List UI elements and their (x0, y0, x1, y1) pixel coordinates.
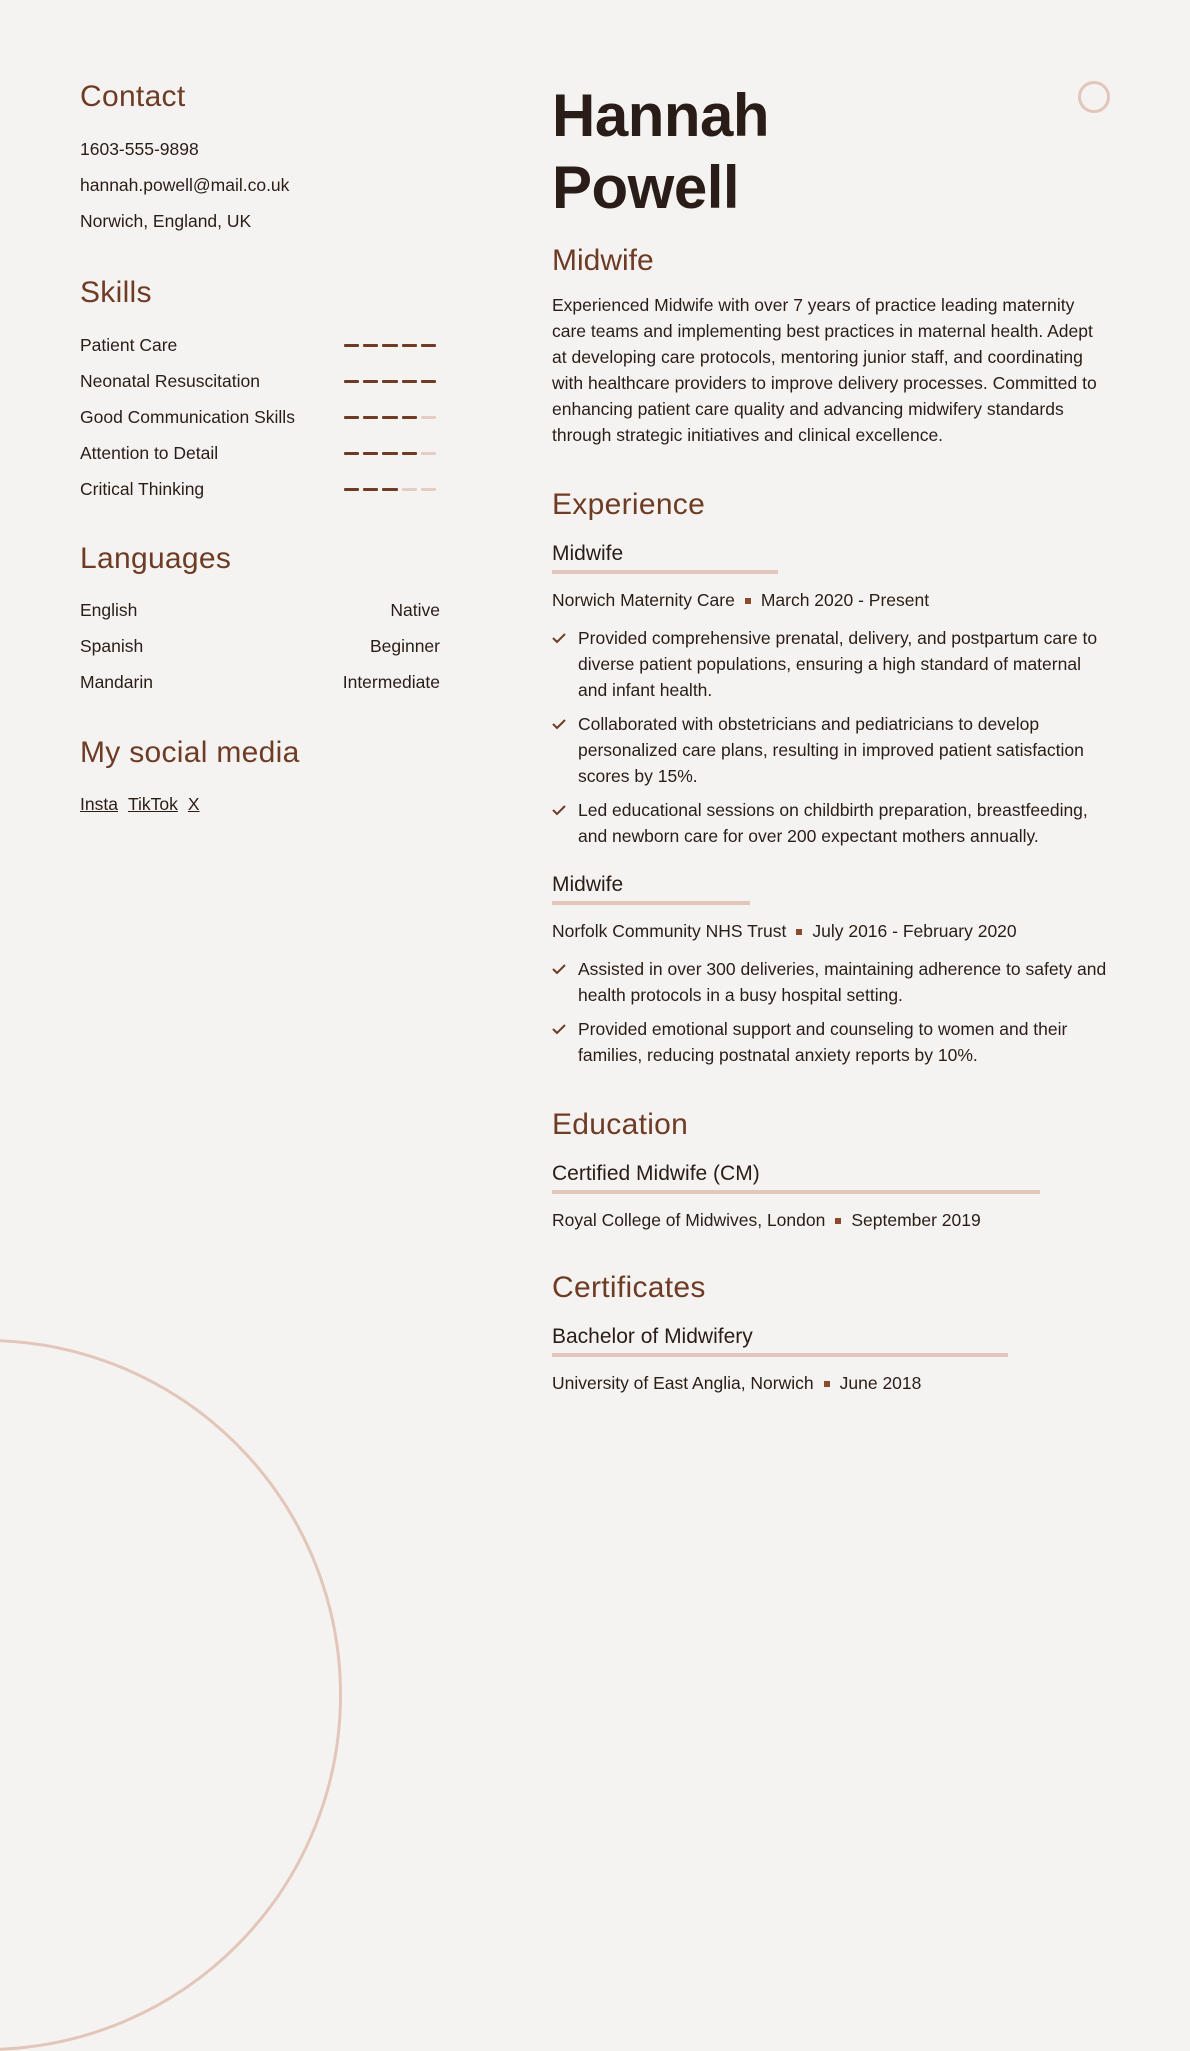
job-title: Midwife (552, 873, 750, 905)
employer: Norwich Maternity Care (552, 590, 735, 610)
skill-level-dash (363, 488, 378, 491)
education-section (552, 1108, 1112, 1231)
skills-heading: Skills (80, 276, 152, 309)
bullet-text: Collaborated with obstetricians and pediatricians to develop personalized care plans, resulting in improved patient satisfaction scores by 15%. (578, 714, 1084, 786)
contact-heading: Contact (80, 80, 186, 113)
education-meta (552, 1210, 1112, 1231)
certificate-school: University of East Anglia, Norwich (552, 1373, 814, 1393)
skill-level-dash (382, 488, 397, 491)
certificate-meta (552, 1373, 1112, 1394)
social-link-tiktok[interactable]: TikTok (127, 794, 178, 814)
decorative-arc (0, 1339, 342, 2051)
check-icon (552, 804, 566, 816)
bullet-text: Assisted in over 300 deliveries, maintaining adherence to safety and health protocols in a busy hospital setting. (578, 959, 1107, 1005)
skill-level-dash (421, 452, 436, 455)
language-row (80, 600, 440, 622)
skill-level-dash (421, 344, 436, 347)
check-icon (552, 1023, 566, 1035)
separator-square (745, 598, 751, 604)
contact-section (80, 80, 440, 232)
skill-level-dash (402, 488, 417, 491)
experience-section (552, 488, 1112, 1068)
skill-name: Neonatal Resuscitation (80, 370, 260, 391)
skill-level-dash (344, 452, 359, 455)
skill-level-dash (382, 344, 397, 347)
skill-level-dash (402, 344, 417, 347)
skill-level-meter (344, 380, 440, 383)
skill-level-dash (363, 416, 378, 419)
separator-square (835, 1218, 841, 1224)
skill-level-dash (382, 452, 397, 455)
language-name: Spanish (80, 636, 144, 656)
separator-square (796, 929, 802, 935)
job-title: Midwife (552, 542, 778, 574)
full-name (552, 80, 1112, 224)
check-icon (552, 963, 566, 975)
summary: Experienced Midwife with over 7 years of practice leading maternity care teams and implementing best practices in maternal health. Adept at developing care protocols, mentoring junior staff, and coordinating with healthcare providers to improve delivery processes. Committed to enhancing patient care quality and advancing midwifery standards through strategic initiatives and clinical excellence. (552, 295, 1097, 445)
social-link-insta[interactable]: Insta (80, 794, 118, 814)
social-link-x[interactable]: X (187, 794, 200, 814)
bullet-item (552, 797, 1112, 849)
check-icon (552, 632, 566, 644)
employer: Norfolk Community NHS Trust (552, 921, 787, 941)
skill-name: Attention to Detail (80, 442, 219, 463)
job-role: Midwife (552, 244, 654, 277)
skill-name: Patient Care (80, 334, 178, 355)
bullet-text: Provided emotional support and counseling to women and their families, reducing postnatal anxiety reports by 10%. (578, 1019, 1068, 1065)
skill-level-meter (344, 452, 440, 455)
skill-level-dash (363, 452, 378, 455)
languages-section (80, 542, 440, 694)
last-name: Powell (552, 154, 740, 221)
languages-heading: Languages (80, 542, 232, 575)
bullet-item (552, 711, 1112, 789)
skill-level-dash (421, 380, 436, 383)
bullet-item (552, 1016, 1112, 1068)
job-dates: July 2016 - February 2020 (812, 921, 1017, 941)
certificates-heading: Certificates (552, 1271, 706, 1304)
education-date: September 2019 (851, 1210, 981, 1230)
skill-level-dash (344, 488, 359, 491)
job-meta (552, 590, 1112, 611)
skill-level-dash (382, 380, 397, 383)
phone: 1603-555-9898 (80, 139, 199, 159)
skill-level-meter (344, 344, 440, 347)
skill-level-dash (421, 488, 436, 491)
left-column (80, 80, 440, 815)
language-row (80, 672, 440, 694)
skill-row (80, 370, 440, 392)
right-column (552, 80, 1112, 1408)
job-entry (552, 873, 1112, 1068)
skill-level-meter (344, 488, 440, 491)
skill-level-dash (363, 344, 378, 347)
language-name: English (80, 600, 138, 620)
education-heading: Education (552, 1108, 689, 1141)
skill-name: Good Communication Skills (80, 406, 295, 427)
separator-square (824, 1381, 830, 1387)
job-entry (552, 542, 1112, 849)
social-section (80, 736, 440, 815)
bullet-list (552, 625, 1112, 849)
skill-level-dash (363, 380, 378, 383)
certificate-title: Bachelor of Midwifery (552, 1325, 1008, 1357)
skill-name: Critical Thinking (80, 478, 205, 499)
skill-level-dash (344, 344, 359, 347)
experience-heading: Experience (552, 488, 706, 521)
job-dates: March 2020 - Present (760, 590, 930, 610)
skill-level-dash (402, 416, 417, 419)
skill-level-dash (421, 416, 436, 419)
social-links (80, 794, 440, 815)
job-meta (552, 921, 1112, 942)
certificate-date: June 2018 (839, 1373, 922, 1393)
language-row (80, 636, 440, 658)
skill-level-dash (402, 380, 417, 383)
check-icon (552, 718, 566, 730)
skill-level-dash (402, 452, 417, 455)
skills-list (80, 334, 440, 500)
bullet-text: Provided comprehensive prenatal, delivery, and postpartum care to diverse patient populations, ensuring a high standard of maternal and infant health. (578, 628, 1098, 700)
skill-row (80, 478, 440, 500)
school: Royal College of Midwives, London (552, 1210, 826, 1230)
first-name: Hannah (552, 82, 770, 149)
skill-row (80, 442, 440, 464)
skill-row (80, 334, 440, 356)
skill-row (80, 406, 440, 428)
bullet-list (552, 956, 1112, 1068)
location: Norwich, England, UK (80, 211, 252, 231)
bullet-item (552, 956, 1112, 1008)
bullet-item (552, 625, 1112, 703)
social-heading: My social media (80, 736, 300, 769)
language-level: Native (390, 600, 440, 620)
skills-section (80, 276, 440, 500)
skill-level-dash (382, 416, 397, 419)
bullet-text: Led educational sessions on childbirth preparation, breastfeeding, and newborn care for over 200 expectant mothers annually. (578, 800, 1088, 846)
certificates-section (552, 1271, 1112, 1394)
email: hannah.powell@mail.co.uk (80, 175, 290, 195)
language-level: Intermediate (342, 672, 440, 692)
language-name: Mandarin (80, 672, 153, 692)
skill-level-dash (344, 416, 359, 419)
skill-level-meter (344, 416, 440, 419)
language-level: Beginner (369, 636, 440, 656)
degree-title: Certified Midwife (CM) (552, 1162, 1040, 1194)
skill-level-dash (344, 380, 359, 383)
